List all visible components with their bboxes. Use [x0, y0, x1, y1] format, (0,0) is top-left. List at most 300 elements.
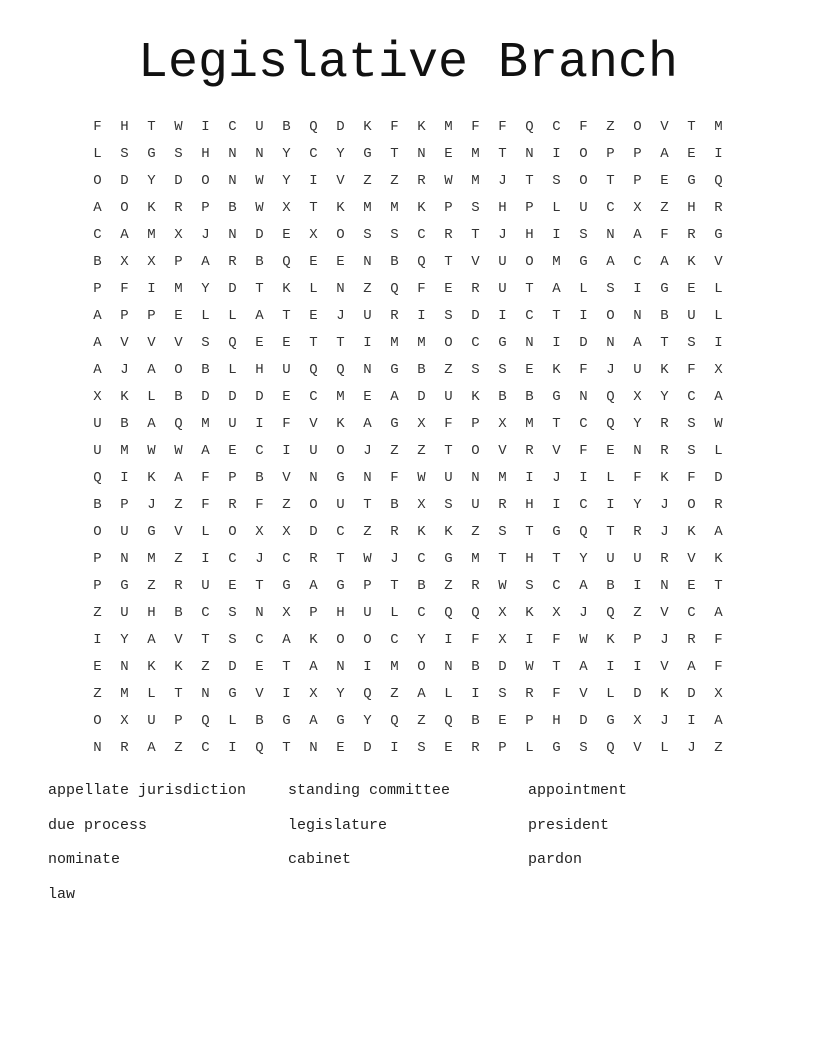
grid-letter: C — [255, 443, 264, 459]
grid-letter: U — [633, 362, 642, 378]
grid-letter: I — [525, 632, 534, 648]
grid-letter: M — [390, 200, 399, 216]
grid-letter: B — [525, 389, 534, 405]
grid-letter: A — [201, 443, 210, 459]
grid-letter: L — [579, 281, 588, 297]
grid-letter: B — [93, 254, 102, 270]
grid-letter: P — [363, 578, 372, 594]
grid-letter: U — [579, 200, 588, 216]
grid-letter: Q — [444, 605, 453, 621]
grid-letter: E — [660, 173, 669, 189]
grid-letter: I — [363, 335, 372, 351]
grid-letter: I — [93, 632, 102, 648]
word-list-item: nominate — [48, 851, 121, 869]
grid-letter: Y — [120, 632, 129, 648]
grid-letter: N — [525, 146, 534, 162]
grid-letter: T — [687, 119, 696, 135]
grid-letter: A — [552, 281, 561, 297]
grid-letter: B — [255, 470, 264, 486]
grid-letter: J — [660, 713, 669, 729]
grid-letter: H — [525, 227, 534, 243]
grid-letter: C — [471, 335, 480, 351]
grid-letter: N — [606, 227, 615, 243]
grid-letter: O — [336, 227, 345, 243]
grid-letter: H — [336, 605, 345, 621]
grid-letter: E — [309, 308, 318, 324]
grid-letter: K — [120, 389, 129, 405]
grid-letter: G — [552, 740, 561, 756]
grid-letter: S — [471, 362, 480, 378]
grid-letter: V — [498, 443, 507, 459]
grid-letter: Q — [606, 605, 615, 621]
grid-letter: N — [336, 659, 345, 675]
grid-letter: F — [471, 119, 480, 135]
grid-letter: T — [282, 308, 291, 324]
grid-letter: P — [606, 146, 615, 162]
grid-letter: A — [579, 578, 588, 594]
grid-letter: L — [309, 281, 318, 297]
grid-letter: P — [228, 470, 237, 486]
grid-letter: S — [687, 443, 696, 459]
grid-letter: A — [120, 227, 129, 243]
grid-letter: P — [498, 740, 507, 756]
grid-letter: A — [201, 254, 210, 270]
grid-letter: O — [120, 200, 129, 216]
grid-letter: R — [390, 524, 399, 540]
grid-letter: F — [120, 281, 129, 297]
grid-letter: O — [579, 146, 588, 162]
grid-letter: Q — [282, 254, 291, 270]
grid-letter: K — [471, 389, 480, 405]
grid-letter: S — [417, 740, 426, 756]
grid-letter: T — [552, 551, 561, 567]
grid-letter: O — [525, 254, 534, 270]
grid-letter: Q — [606, 740, 615, 756]
grid-letter: C — [417, 605, 426, 621]
grid-letter: G — [390, 416, 399, 432]
grid-letter: P — [471, 416, 480, 432]
grid-letter: T — [606, 173, 615, 189]
grid-letter: I — [552, 146, 561, 162]
grid-letter: F — [201, 497, 210, 513]
grid-letter: N — [309, 740, 318, 756]
grid-letter: O — [687, 497, 696, 513]
word-search-grid — [84, 114, 732, 762]
grid-letter: Z — [714, 740, 723, 756]
grid-letter: M — [417, 335, 426, 351]
grid-letter: Z — [363, 281, 372, 297]
grid-letter: F — [552, 686, 561, 702]
grid-letter: I — [633, 659, 642, 675]
grid-letter: Z — [93, 605, 102, 621]
grid-letter: P — [93, 551, 102, 567]
grid-letter: T — [255, 578, 264, 594]
grid-letter: B — [660, 308, 669, 324]
grid-letter: D — [417, 389, 426, 405]
grid-letter: L — [147, 686, 156, 702]
grid-letter: Q — [363, 686, 372, 702]
grid-letter: K — [525, 605, 534, 621]
grid-letter: S — [201, 335, 210, 351]
grid-letter: X — [174, 227, 183, 243]
grid-letter: Y — [282, 146, 291, 162]
grid-letter: I — [201, 119, 210, 135]
grid-letter: B — [255, 713, 264, 729]
grid-letter: M — [525, 416, 534, 432]
grid-letter: R — [714, 497, 723, 513]
grid-letter: N — [363, 362, 372, 378]
grid-letter: A — [147, 362, 156, 378]
grid-letter: G — [660, 281, 669, 297]
grid-letter: P — [147, 308, 156, 324]
grid-letter: G — [552, 389, 561, 405]
grid-letter: O — [93, 173, 102, 189]
grid-letter: M — [471, 551, 480, 567]
grid-letter: G — [336, 713, 345, 729]
grid-letter: E — [228, 443, 237, 459]
grid-letter: R — [228, 497, 237, 513]
grid-letter: F — [93, 119, 102, 135]
grid-letter: Z — [633, 605, 642, 621]
grid-letter: V — [174, 335, 183, 351]
grid-letter: T — [255, 281, 264, 297]
grid-letter: P — [525, 713, 534, 729]
grid-letter: E — [687, 578, 696, 594]
grid-letter: M — [363, 200, 372, 216]
grid-letter: E — [174, 308, 183, 324]
grid-letter: E — [687, 281, 696, 297]
grid-letter: P — [444, 200, 453, 216]
grid-letter: Z — [444, 578, 453, 594]
grid-letter: D — [201, 389, 210, 405]
grid-letter: Z — [390, 443, 399, 459]
grid-letter: T — [336, 335, 345, 351]
grid-letter: Q — [228, 335, 237, 351]
grid-letter: N — [120, 659, 129, 675]
grid-letter: B — [174, 389, 183, 405]
grid-letter: Z — [147, 578, 156, 594]
grid-letter: S — [363, 227, 372, 243]
grid-letter: S — [120, 146, 129, 162]
grid-letter: A — [417, 686, 426, 702]
grid-letter: R — [660, 443, 669, 459]
grid-letter: Y — [282, 173, 291, 189]
grid-letter: X — [417, 416, 426, 432]
grid-letter: K — [606, 632, 615, 648]
grid-letter: G — [390, 362, 399, 378]
grid-letter: W — [714, 416, 723, 432]
page-title: Legislative Branch — [137, 35, 679, 92]
grid-letter: J — [255, 551, 264, 567]
grid-letter: H — [147, 605, 156, 621]
grid-letter: T — [363, 497, 372, 513]
grid-letter: I — [714, 146, 723, 162]
grid-letter: W — [444, 173, 453, 189]
grid-letter: Z — [417, 713, 426, 729]
grid-letter: Q — [444, 713, 453, 729]
grid-letter: M — [390, 659, 399, 675]
grid-letter: A — [174, 470, 183, 486]
grid-letter: A — [147, 632, 156, 648]
grid-letter: B — [120, 416, 129, 432]
grid-letter: R — [174, 578, 183, 594]
grid-letter: W — [147, 443, 156, 459]
grid-letter: J — [606, 362, 615, 378]
grid-letter: Z — [363, 524, 372, 540]
grid-letter: U — [498, 281, 507, 297]
grid-letter: W — [417, 470, 426, 486]
grid-letter: M — [201, 416, 210, 432]
grid-letter: O — [93, 713, 102, 729]
grid-letter: N — [417, 146, 426, 162]
grid-letter: A — [93, 200, 102, 216]
grid-letter: C — [579, 416, 588, 432]
grid-letter: S — [579, 227, 588, 243]
grid-letter: O — [363, 632, 372, 648]
grid-letter: O — [633, 119, 642, 135]
grid-letter: Z — [390, 686, 399, 702]
grid-letter: N — [120, 551, 129, 567]
grid-letter: P — [309, 605, 318, 621]
grid-letter: Z — [606, 119, 615, 135]
grid-letter: E — [282, 335, 291, 351]
grid-letter: T — [714, 578, 723, 594]
grid-letter: K — [282, 281, 291, 297]
grid-letter: N — [309, 470, 318, 486]
grid-letter: F — [552, 632, 561, 648]
grid-letter: K — [336, 200, 345, 216]
grid-letter: O — [336, 443, 345, 459]
grid-letter: Q — [714, 173, 723, 189]
grid-letter: J — [498, 173, 507, 189]
grid-letter: P — [201, 200, 210, 216]
grid-letter: T — [471, 227, 480, 243]
grid-letter: F — [633, 470, 642, 486]
grid-letter: A — [660, 254, 669, 270]
grid-letter: I — [201, 551, 210, 567]
grid-letter: D — [174, 173, 183, 189]
grid-letter: L — [552, 200, 561, 216]
grid-letter: D — [471, 308, 480, 324]
grid-letter: F — [282, 416, 291, 432]
grid-letter: I — [417, 308, 426, 324]
grid-letter: A — [633, 335, 642, 351]
grid-letter: V — [660, 119, 669, 135]
grid-letter: D — [228, 389, 237, 405]
grid-letter: J — [147, 497, 156, 513]
grid-letter: X — [633, 200, 642, 216]
grid-letter: F — [687, 362, 696, 378]
grid-letter: U — [93, 443, 102, 459]
grid-letter: N — [255, 605, 264, 621]
grid-letter: W — [363, 551, 372, 567]
grid-letter: D — [255, 227, 264, 243]
grid-letter: A — [309, 659, 318, 675]
grid-letter: R — [660, 551, 669, 567]
grid-letter: V — [120, 335, 129, 351]
grid-letter: J — [660, 632, 669, 648]
grid-letter: G — [579, 254, 588, 270]
grid-letter: I — [147, 281, 156, 297]
grid-letter: L — [228, 713, 237, 729]
grid-letter: S — [579, 740, 588, 756]
grid-letter: V — [174, 524, 183, 540]
grid-letter: B — [390, 254, 399, 270]
grid-letter: E — [255, 335, 264, 351]
grid-letter: Z — [174, 551, 183, 567]
grid-letter: S — [498, 524, 507, 540]
grid-letter: O — [174, 362, 183, 378]
grid-letter: J — [579, 605, 588, 621]
grid-letter: U — [633, 551, 642, 567]
grid-letter: Q — [579, 524, 588, 540]
grid-letter: H — [525, 497, 534, 513]
grid-letter: F — [498, 119, 507, 135]
grid-letter: L — [714, 443, 723, 459]
grid-letter: K — [660, 686, 669, 702]
grid-letter: J — [363, 443, 372, 459]
grid-letter: V — [660, 605, 669, 621]
grid-letter: P — [93, 578, 102, 594]
grid-letter: F — [390, 470, 399, 486]
grid-letter: M — [444, 119, 453, 135]
grid-letter: U — [363, 308, 372, 324]
grid-letter: C — [525, 308, 534, 324]
grid-letter: I — [498, 308, 507, 324]
grid-letter: E — [363, 389, 372, 405]
grid-letter: E — [444, 740, 453, 756]
grid-letter: J — [498, 227, 507, 243]
grid-letter: D — [120, 173, 129, 189]
grid-letter: K — [417, 119, 426, 135]
grid-letter: K — [417, 200, 426, 216]
grid-letter: E — [525, 362, 534, 378]
grid-letter: N — [633, 308, 642, 324]
grid-letter: P — [120, 497, 129, 513]
grid-letter: D — [714, 470, 723, 486]
grid-letter: U — [201, 578, 210, 594]
grid-letter: N — [255, 146, 264, 162]
grid-letter: R — [444, 227, 453, 243]
grid-letter: R — [714, 200, 723, 216]
grid-letter: H — [525, 551, 534, 567]
grid-letter: T — [390, 146, 399, 162]
grid-letter: Y — [417, 632, 426, 648]
grid-letter: L — [660, 740, 669, 756]
grid-letter: A — [714, 605, 723, 621]
grid-letter: O — [606, 308, 615, 324]
grid-letter: V — [714, 254, 723, 270]
grid-letter: K — [363, 119, 372, 135]
grid-letter: Z — [174, 740, 183, 756]
grid-letter: C — [633, 254, 642, 270]
grid-letter: J — [552, 470, 561, 486]
grid-letter: C — [93, 227, 102, 243]
grid-letter: U — [282, 362, 291, 378]
grid-letter: A — [606, 254, 615, 270]
grid-letter: K — [552, 362, 561, 378]
grid-letter: K — [336, 416, 345, 432]
grid-letter: B — [606, 578, 615, 594]
grid-letter: U — [147, 713, 156, 729]
grid-letter: K — [174, 659, 183, 675]
grid-letter: X — [282, 524, 291, 540]
grid-letter: N — [471, 470, 480, 486]
grid-letter: X — [282, 605, 291, 621]
grid-letter: M — [120, 443, 129, 459]
word-list-item: law — [48, 885, 76, 903]
grid-letter: N — [579, 389, 588, 405]
grid-letter: L — [201, 524, 210, 540]
grid-letter: C — [687, 389, 696, 405]
grid-letter: X — [120, 713, 129, 729]
grid-letter: A — [147, 416, 156, 432]
grid-letter: S — [390, 227, 399, 243]
grid-letter: B — [417, 578, 426, 594]
grid-letter: X — [498, 632, 507, 648]
grid-letter: Y — [201, 281, 210, 297]
grid-letter: Z — [390, 173, 399, 189]
grid-letter: R — [498, 497, 507, 513]
grid-letter: I — [390, 740, 399, 756]
grid-letter: K — [309, 632, 318, 648]
grid-letter: M — [714, 119, 723, 135]
word-list-item: cabinet — [288, 851, 352, 869]
grid-letter: G — [228, 686, 237, 702]
grid-letter: F — [714, 659, 723, 675]
grid-letter: S — [498, 362, 507, 378]
grid-letter: R — [417, 173, 426, 189]
word-list-item: pardon — [528, 851, 583, 869]
grid-letter: C — [309, 146, 318, 162]
grid-letter: I — [579, 470, 588, 486]
grid-letter: F — [255, 497, 264, 513]
grid-letter: T — [444, 443, 453, 459]
grid-letter: Z — [417, 443, 426, 459]
grid-letter: A — [633, 227, 642, 243]
grid-letter: T — [444, 254, 453, 270]
grid-letter: V — [660, 659, 669, 675]
grid-letter: P — [633, 173, 642, 189]
grid-letter: M — [120, 686, 129, 702]
grid-letter: D — [255, 389, 264, 405]
grid-letter: G — [714, 227, 723, 243]
grid-letter: N — [363, 254, 372, 270]
grid-letter: E — [282, 227, 291, 243]
grid-letter: S — [444, 497, 453, 513]
grid-letter: F — [201, 470, 210, 486]
grid-letter: I — [606, 497, 615, 513]
grid-letter: M — [174, 281, 183, 297]
grid-letter: G — [336, 470, 345, 486]
grid-letter: X — [93, 389, 102, 405]
grid-letter: V — [255, 686, 264, 702]
grid-letter: W — [579, 632, 588, 648]
grid-letter: T — [525, 173, 534, 189]
grid-letter: F — [444, 416, 453, 432]
grid-letter: S — [687, 335, 696, 351]
grid-letter: F — [579, 443, 588, 459]
grid-letter: B — [201, 362, 210, 378]
grid-letter: G — [687, 173, 696, 189]
grid-letter: A — [363, 416, 372, 432]
grid-letter: Q — [201, 713, 210, 729]
grid-letter: U — [471, 497, 480, 513]
grid-letter: F — [660, 227, 669, 243]
grid-letter: R — [525, 443, 534, 459]
grid-letter: G — [120, 578, 129, 594]
grid-letter: H — [201, 146, 210, 162]
